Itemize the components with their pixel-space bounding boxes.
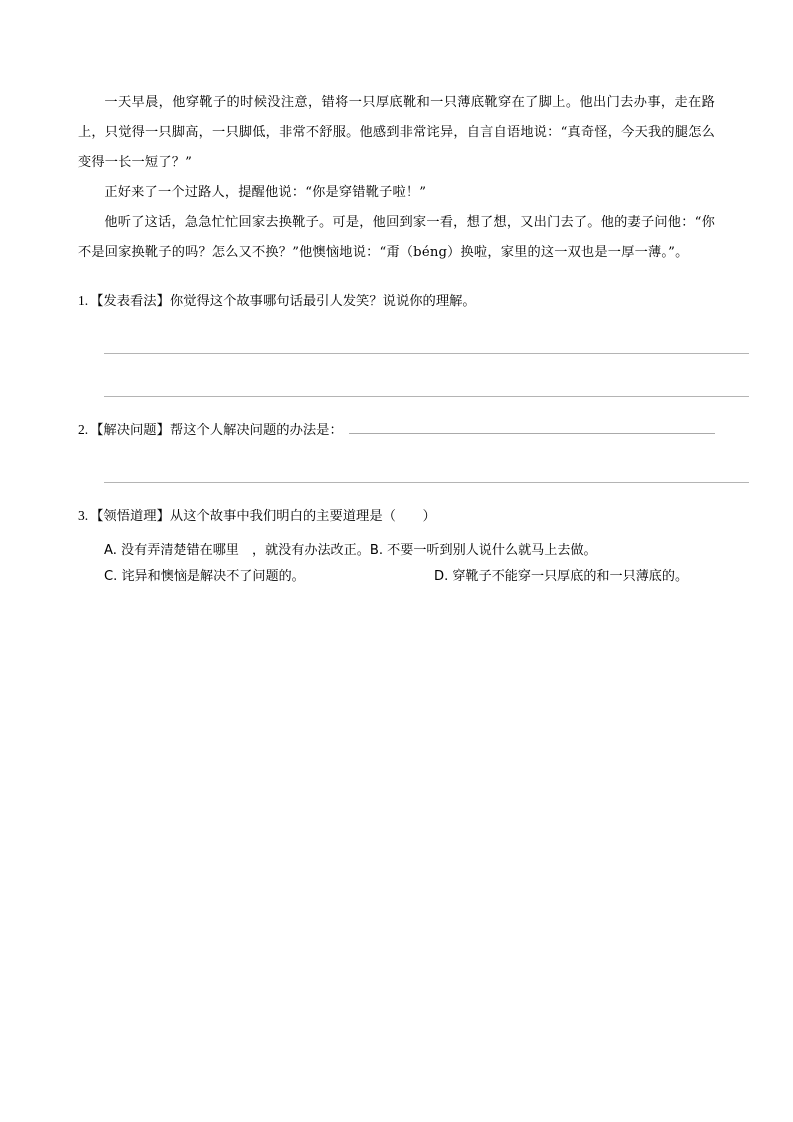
passage-paragraph-1: 一天早晨，他穿靴子的时候没注意，错将一只厚底靴和一只薄底靴穿在了脚上。他出门去办事，走在路上，只觉得一只脚高，一只脚低，非常不舒服。他感到非常诧异，自言自语地说：“真奇怪，今天我的腿怎么变得一长一短了？” (78, 95, 715, 170)
option-a[interactable]: A. 没有弄清楚错在哪里 ，就没有办法改正。 (104, 543, 370, 558)
question-2-answer-area[interactable] (104, 452, 715, 483)
question-1-text: 【发表看法】你觉得这个故事哪句话最引人发笑？说说你的理解。 (90, 294, 476, 309)
question-3-number: 3. (78, 508, 89, 523)
question-3-text: 【领悟道理】从这个故事中我们明白的主要道理是（ ） (90, 509, 436, 524)
question-1 (78, 288, 715, 397)
passage-paragraph-3: 他听了这话，急急忙忙回家去换靴子。可是，他回到家一看，想了想，又出门去了。他的妻子问他：“你不是回家换靴子的吗？怎么又不换？”他懊恼地说：“甭（béng）换啦，家里的这一双也是一厚一薄。”。 (78, 215, 715, 260)
question-3-options (104, 538, 715, 590)
question-1-number: 1. (78, 293, 89, 308)
question-3 (78, 503, 715, 590)
question-2-inline-blank[interactable] (349, 419, 715, 434)
question-2-text: 【解决问题】帮这个人解决问题的办法是： (90, 423, 343, 438)
answer-blank-line[interactable] (104, 452, 749, 483)
question-2 (78, 417, 715, 483)
option-d[interactable]: D. 穿靴子不能穿一只厚底的和一只薄底的。 (434, 569, 689, 584)
question-1-answer-area[interactable] (104, 323, 715, 397)
question-list (78, 288, 715, 590)
question-2-number: 2. (78, 422, 89, 437)
answer-blank-line[interactable] (104, 366, 749, 397)
passage-paragraph-2: 正好来了一个过路人，提醒他说：“你是穿错靴子啦！” (104, 185, 427, 200)
reading-passage (78, 88, 715, 268)
option-b[interactable]: B. 不要一听到别人说什么就马上去做。 (369, 543, 597, 558)
option-c[interactable]: C. 诧异和懊恼是解决不了问题的。 (104, 569, 305, 584)
answer-blank-line[interactable] (104, 323, 749, 354)
